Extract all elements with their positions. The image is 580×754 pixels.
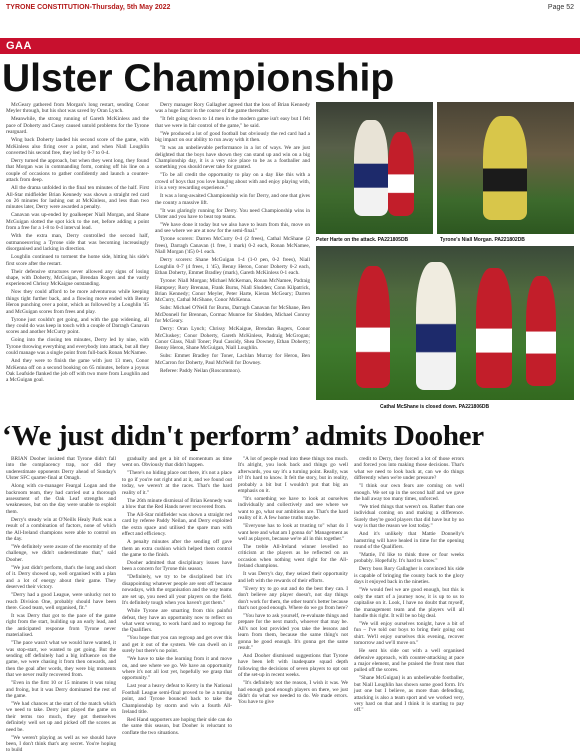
paragraph: "Every try to go out and do the best they can. I don't believe any player doesn't, not day things don't work for them, the other team's better because that's not good enough. Where do we go from here? <box>238 585 348 611</box>
paragraph: Tyrone just couldn't get going, and with the gap widening, all they could do was keep in touch with a couple of Darragh Canavan scores and another McCurry point. <box>6 316 149 336</box>
paragraph: "The pace wasn't what we would have wanted, it was stop-start, we wanted to get going. But the sending off definitely had a big influence on the game, we were chasing it from then onwards, and then the goal after words, they were big moments that we never really recovered from. <box>6 640 116 679</box>
photo-caption: Tyrone's Niall Morgan. PA221802DB <box>440 237 525 243</box>
paragraph: Subs: Michael O'Neill for Burns, Darragh Canavan for McShane, Ben McDonnell for Brennan, Cormac Munroe for Sludden, Michael Conroy for McGeary. <box>155 305 310 325</box>
section-label: GAA <box>6 40 32 52</box>
paragraph: "Definitely, we try to be disciplined but it's disappointing whatever people are sent off because nowadays, with the organisation and the way teams are set up, you need all your players on the field. It's definitely tough when you haven't got them." <box>122 574 232 607</box>
paragraph: A penalty minutes after the sending off gave them an extra cushion which helped them control the game to the finish. <box>122 539 232 559</box>
paragraph: Derry manager Rory Gallagher agreed that the loss of Brian Kennedy was a huge factor in the course of the game thereafter. <box>155 102 310 115</box>
player-figure <box>388 132 414 216</box>
paragraph: Going into the closing ten minutes, Derry led by nine, with Tyrone throwing everything and everybody into attack, but all they could manage was a single point from full-back Ronan McNamee. <box>6 337 149 357</box>
story1-column-2 <box>155 102 310 417</box>
paragraph: Canavan was up-ended by goalkeeper Niall Morgan, and Shane McGuigan slotted the spot kick to the net, before adding a point from a free for a 1-8 to 0-4 interval lead. <box>6 212 149 232</box>
paragraph: It was Derry that got to the pace of the game right from the start, building up an early lead, and the anticipated response from Tyrone never materialised. <box>6 612 116 639</box>
paragraph: "We weren't playing as well as we should have been, I don't think that's any secret. You're hoping to build <box>6 734 116 754</box>
paragraph: Last year a heavy defeat to Kerry in the National Football League semi-final proved to be a turning point, and Tyrone bounced back to take the Championship by storm and win a fourth All-Ireland title. <box>122 683 232 715</box>
paragraph: McGeary gathered from Morgan's long restart, sending Conor Meyler through, but his shot was saved by Oran Lynch. <box>6 102 149 115</box>
story2-column-2 <box>122 456 232 736</box>
paragraph: "It felt going down to 14 men in the modern game isn't easy but I felt that we were in fair control of the game," he said. <box>155 116 310 129</box>
paragraph: "It was an unbelievable performance in a lot of ways. We are just delighted that the boys have shown they can stand up and win on a big Championship day, it is a very nice place to be as a footballer and something you should never take for granted. <box>155 145 310 171</box>
paragraph: "It's definitely not the reason, I wish it was. We had enough good enough players on there, we just didn't do what we needed to do. We made errors. You have to give <box>238 680 348 706</box>
paragraph: While Tyrone are smarting from this painful defeat, they have an opportunity now to reflect on what went wrong, to work hard and to regroup for the Qualifiers. <box>122 608 232 634</box>
paragraph: The treble All-Ireland winner levelled no criticism at the players as he reflected on an occasion when nothing went right for the All-Ireland champions. <box>238 544 348 570</box>
paragraph: Meanwhile, the strong running of Gareth McKinless and the pace of Doherty and Casey caused untold problems for the Tyrone rearguard. <box>6 116 149 136</box>
paragraph: gradually and get a bit of momentum as time went on. Obviously that didn't happen. <box>122 456 232 469</box>
paragraph: And it's unlikely that Mattie Donnelly's hamstring will have healed in time for the opening round of the Qualifiers. <box>354 531 464 551</box>
paragraph: "A lot of people read into these things too much. It's alright, you look back and things go well afterwards, you say it's a turning point. Really, was it? It's hard to know. It felt the story, but in reality, probably a bit but I wouldn't put that big an emphasis on it. <box>238 456 348 495</box>
photo-peter-harte <box>316 102 433 234</box>
page-header <box>6 4 574 14</box>
paragraph: "We will enjoy ourselves tonight, have a bit of fun – I've told our boys to bring their going out shirt. We'll enjoy ourselves this evening, recover tomorrow and we'll move on." <box>354 620 464 647</box>
paragraph: "We have to take the learning from it and move on, and see where we go. We have an opportunity where it's not all lost yet, hopefully we grasp that opportunity." <box>122 656 232 682</box>
paragraph: "We definitely were aware of the enormity of the challenge, we didn't underestimate that," said Dooher. <box>6 544 116 563</box>
paragraph: "We have done it today but we also have to learn from this, move on and see where we are at now for the semi-final." <box>155 222 310 235</box>
paragraph: Referee: Paddy Neilan (Roscommon). <box>160 367 241 374</box>
player-figure <box>526 276 556 386</box>
paragraph: "We would feel we are good enough, but this is only the start of a journey now, it is up to us to capitalise on it. Look, I have no doubt that myself, the management team and the players will all handle this right. It will be no big deal. <box>354 587 464 619</box>
paragraph: "We just didn't perform, that's the long and short of it. Derry showed up, well organised with a plan and a lot of energy about their game. They deserved their victory. <box>6 564 116 591</box>
story2-column-3 <box>238 456 348 732</box>
paragraph: With the extra man, Derry controlled the second half, outmanoeuvring a Tyrone side that was becoming increasingly disorganised and lacking in direction. <box>6 233 149 253</box>
story1-column-1 <box>6 102 149 417</box>
story2-column-1 <box>6 456 116 754</box>
paragraph: "There's no hiding place out there, it's not a place to go if you're not right and at it, and we found out today, we weren't at the races. That's the hard reality of it." <box>122 470 232 496</box>
player-figure <box>354 120 388 216</box>
photo-caption: Peter Harte on the attack. PA221805DB <box>316 237 409 243</box>
paragraph: And they were to finish the game with just 13 men, Conor McKenna off on a second booking on 65 minutes, before a joyous Oak Leafside flanked the job off with two more from Loughlin and a McGuigan goal. <box>6 358 149 384</box>
paragraph: Tyrone: Niall Morgan; Michael McKernan, Ronan McNamee, Padraig Hampsey; Rory Brennan, Frank Burns, Niall Sludden; Conn Kilpatrick, Brian Kennedy; Conor Meyler, Peter Harte, Kieran McGeary; Darren McCurry, Cathal McShane, Conor McKenna. <box>155 278 310 304</box>
photo-niall-morgan <box>437 102 574 234</box>
paragraph: Dooher admitted that disciplinary issues have been a concern for Tyrone this season. <box>122 560 232 573</box>
paragraph: Along with co-manager Feargal Logan and the backroom team, they had carried out a thorough assessment of the Oak Leaf strengths and weaknesses, but on the day were unable to exploit them. <box>6 483 116 515</box>
photo-cathal-mcshane <box>316 246 574 400</box>
paragraph: Red Hand supporters are hoping their side can do the same this season, but Dooher is reluctant to conflate the two situations. <box>122 716 232 736</box>
paragraph: "We had chances at the start of the match which we need to take. Derry just played the game on their terms too much, they got themselves definitely well set up and picked off the scores as need be. <box>6 700 116 733</box>
paragraph: "Shane McGuigan) is an unbelievable footballer, but Niall Loughlin has shown some good form. It's just one but I believe, as more than defending, attacking is also a team sport and we worked very, very hard on that and I think it is starting to pay off." <box>354 675 464 714</box>
paragraph: "It's something we have to look at ourselves individually and collectively and see where we want to go, what our ambitions are. That's the hard reality of it. A few home truths maybe. <box>238 496 348 522</box>
paragraph: credit to Derry, they forced a lot of those errors and forced you into making those decisions. That's what we need to look back at, can we do things differently when we're under pressure? <box>354 456 464 482</box>
publication-line: TYRONE CONSTITUTION-Thursday, 5th May 2022 <box>6 4 171 11</box>
player-figure <box>416 262 456 390</box>
paragraph: Loughlin continued to torment the home side, hitting his side's first score after the restart. <box>6 254 149 267</box>
paragraph: Derry scorers: Shane McGuigan 1-4 (1-0 pen, 0-2 frees), Niall Loughlin 0-7 (4 frees, 1 '45), Benny Heron, Conor Doherty 0-2 each, Ethan Doherty, Emmet Bradley (mark), Gareth McKinless 0-1 each. <box>155 257 310 277</box>
paragraph: Derry's steady win at O'Neills Healy Park was a result of a combination of factors, none of which the All-Ireland champions were able to control on the day. <box>6 516 116 543</box>
paragraph: BRIAN Dooher insisted that Tyrone didn't fall into the complacency trap, nor did they underestimate opponents Derry ahead of Sunday's Ulster SFC quarter-final at Omagh. <box>6 456 116 482</box>
paragraph: "Mattie, I'd like to think three or four weeks probably. Hopefully. It's hard to know." <box>354 552 464 565</box>
paragraph: "I think our own fears are coming on well enough. We set up in the second half and we gave the ball away too many times, unforced. <box>354 483 464 503</box>
story2-column-4 <box>354 456 464 732</box>
paragraph: The All-Star midfielder was shown a straight red card by referee Paddy Neilan, and Derry exploited the extra space and utilised the spare man with effect and efficiency. <box>122 512 232 538</box>
paragraph: "Derry had a good League, were unlucky not to reach Division One, probably should have been there. Good team, well organised, fit." <box>6 592 116 611</box>
paragraph: It was Derry's day, they seized their opportunity and left with the rewards of their efforts. <box>238 571 348 584</box>
photo-caption: Cathal McShane is closed down. PA221806DB <box>380 404 490 410</box>
headline-dooher: ‘We just didn't perform’ admits Dooher <box>2 420 484 452</box>
paragraph: "You hope that you can regroup and get over this and get it out of the system. We can dwell on it surely but there's no point. <box>122 635 232 655</box>
paragraph: "Everyone has to look at trusting to" what do I want here and what am I gonna do" Management as well as players, because we're all in this together." <box>238 523 348 543</box>
paragraph: He sent his side out with a well organised defensive approach, with counter-attacking at pace a major element, and he praised the front men that pulled off the scores. <box>354 648 464 674</box>
player-figure <box>356 266 390 388</box>
paragraph: Wing back Doherty landed his second score of the game, with McKinless also firing over a point, and when Niall Loughlin converted his second free, they led by 0-7 to 0-4. <box>6 137 149 157</box>
player-figure <box>483 116 527 220</box>
paragraph: "You have to ask yourself, re-evaluate things and prepare for the next match, whoever that may be. All's not lost provided you take the lessons and learn from them, because the same thing's not gonna be good enough. It's gonna get the same result." <box>238 612 348 651</box>
paragraph: The 26th minute dismissal of Brian Kennedy was a blow that the Red Hands never recovered from. <box>122 497 232 511</box>
paragraph: Derry turned the approach, but when they went long, they found that Morgan was in commanding form, coming off his line on a couple of occasions to gather confidently and launch a counter-attack from deep. <box>6 158 149 184</box>
player-figure <box>476 268 512 388</box>
paragraph: All the drama unfolded in the final ten minutes of the half. First All-Star midfielder Brian Kennedy was shown a straight red card on 26 minutes for lashing out at McKinless, and less than two minutes later, Derry were awarded a penalty. <box>6 185 149 211</box>
paragraph: "To be all credit the opportunity to play on a day like this with a crowd of boys that you love hanging about with and enjoy playing with, it is a very rewarding experience." <box>155 172 310 192</box>
page-number: Page 52 <box>547 4 574 11</box>
paragraph: Derry boss Rory Gallagher is convinced his side is capable of bringing the county back to the glory days it enjoyed back in the nineties. <box>354 566 464 586</box>
paragraph: "We tried things that weren't on. Rather than one individual coming on and making a difference. Surely they're good players that did have but by no way is that the reason we lost today." <box>354 504 464 530</box>
headline-ulster-championship: Ulster Championship <box>2 57 395 100</box>
paragraph: "It was glaringly running for Derry. You need Championship wins in Ulster and you have to beat top teams. <box>155 207 310 221</box>
paragraph: "We produced a lot of good football but obviously the red card had a big impact on our ability to run away with it then. <box>155 130 310 144</box>
paragraph: And Dooher dismissed suggestions that Tyrone have been left with inadequate squad depth following the decisions of seven players to opt out of the set-up in recent weeks. <box>238 652 348 679</box>
section-bar <box>0 38 580 54</box>
paragraph: Tyrone scorers: Darren McCurry 0-4 (2 frees), Cathal McShane (2 frees), Darragh Canavan (1 free, 1 mark) 0-2 each, Ronan McNamee, Niall Morgan ('45) 0-1 each. <box>155 236 310 256</box>
paragraph: Derry: Oran Lynch; Chrissy McKaigue, Brendan Rogers, Conor McCluskey; Conor Doherty, Gareth McKinless, Padraig McGrogan; Conor Glass, Niall Toner; Paul Cassidy, Shea Downey, Ethan Doherty; Benny Heron, Shane McGuigan, Niall Loughlin. <box>155 326 310 352</box>
paragraph: Subs: Emmet Bradley for Toner, Lachlan Murray for Heron, Ben McCarron for Doherty, Paul McNeill for Downey. <box>155 353 310 366</box>
paragraph: "Even in the first 10 or 15 minutes it was toing and froing, but it was Derry dominated the rest of the game. <box>6 680 116 699</box>
paragraph: Now they could afford to be more adventurous while keeping things tight further back, and a flowing move ended with Benny Heron punching over a point, which as followed by a Loughlin '45 and McGuigan scores from frees and play. <box>6 289 149 315</box>
paragraph: Their defensive structures never allowed any signs of losing shape, with Doherty, McGuigan, Brendan Rogers and the vastly experienced Chrissy McKaigue outstanding. <box>6 268 149 288</box>
paragraph: It was a long-awaited Championship win for Derry, and one that gives the county a massive lift. <box>155 193 310 206</box>
